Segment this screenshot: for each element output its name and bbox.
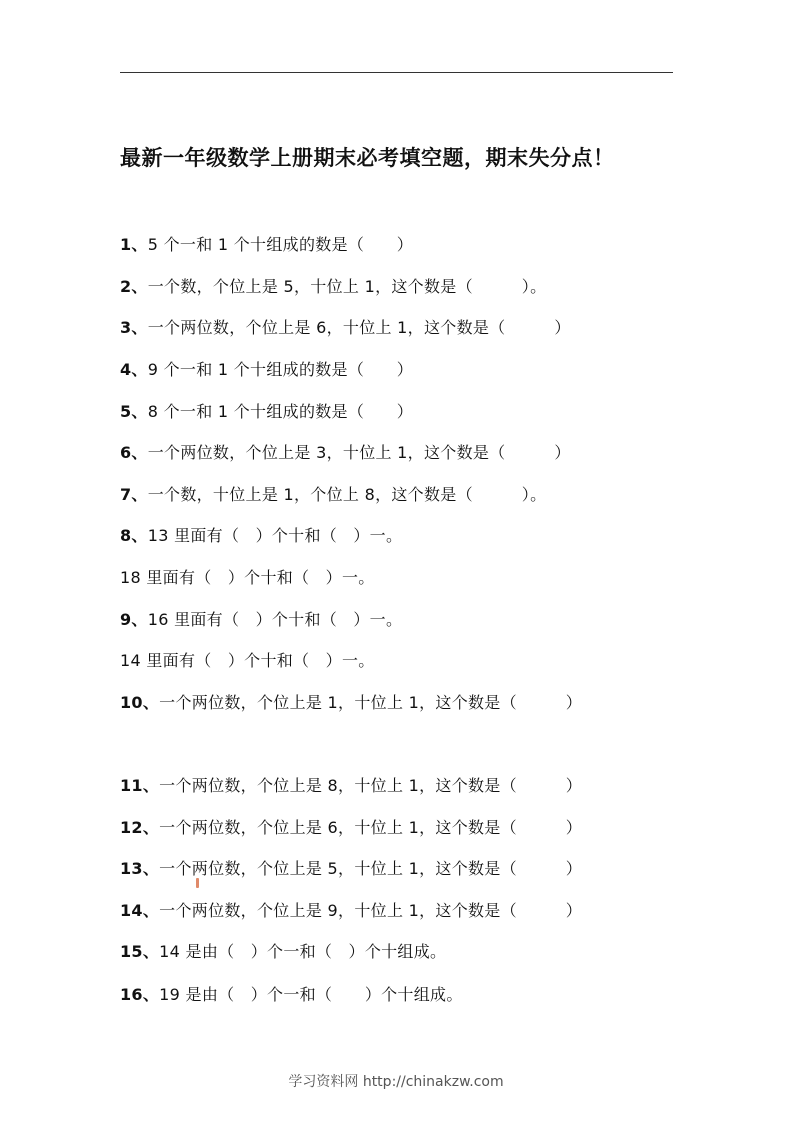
question-text: 一个两位数，个位上是 3，十位上 1，这个数是（ ）	[147, 443, 571, 462]
question-number: 1、	[120, 235, 148, 254]
question-number: 5、	[120, 402, 148, 421]
question-12	[120, 815, 582, 838]
question-text: 19 是由（ ）个一和（ ）个十组成。	[159, 985, 463, 1004]
question-9b	[120, 648, 375, 671]
question-number: 6、	[120, 443, 148, 462]
question-number: 11、	[120, 776, 160, 795]
question-8	[120, 523, 402, 546]
question-10	[120, 690, 582, 713]
question-text: 一个数，个位上是 5，十位上 1，这个数是（ ）。	[147, 277, 547, 296]
question-text: 一个两位数，个位上是 5，十位上 1，这个数是（ ）	[159, 859, 583, 878]
question-number: 7、	[120, 485, 148, 504]
question-number: 13、	[120, 859, 160, 878]
question-7	[120, 482, 546, 505]
question-5	[120, 399, 413, 422]
question-number: 9、	[120, 610, 148, 629]
stray-mark	[196, 878, 199, 888]
question-3	[120, 315, 571, 338]
question-number: 14、	[120, 901, 160, 920]
question-text: 一个两位数，个位上是 6，十位上 1，这个数是（ ）	[147, 318, 571, 337]
footer-watermark: 学习资料网 http://chinakzw.com	[288, 1074, 504, 1090]
question-text: 一个两位数，个位上是 1，十位上 1，这个数是（ ）	[159, 693, 583, 712]
question-text: 18 里面有（ ）个十和（ ）一。	[120, 568, 375, 587]
question-text: 一个数，十位上是 1，个位上 8，这个数是（ ）。	[147, 485, 547, 504]
question-text: 16 里面有（ ）个十和（ ）一。	[147, 610, 403, 629]
question-4	[120, 357, 413, 380]
question-number: 4、	[120, 360, 148, 379]
question-number: 15、	[120, 942, 160, 961]
question-text: 一个两位数，个位上是 6，十位上 1，这个数是（ ）	[159, 818, 583, 837]
page-title: 最新一年级数学上册期末必考填空题，期末失分点！	[120, 146, 615, 170]
question-16	[120, 982, 463, 1005]
question-number: 8、	[120, 526, 148, 545]
question-text: 一个两位数，个位上是 9，十位上 1，这个数是（ ）	[159, 901, 583, 920]
question-number: 10、	[120, 693, 160, 712]
question-number: 16、	[120, 985, 160, 1004]
question-number: 3、	[120, 318, 148, 337]
question-9	[120, 607, 402, 630]
question-1	[120, 232, 413, 255]
question-2	[120, 274, 546, 297]
question-text: 9 个一和 1 个十组成的数是（ ）	[147, 360, 414, 379]
question-11	[120, 773, 582, 796]
question-14	[120, 898, 582, 921]
question-15	[120, 939, 446, 962]
question-number: 2、	[120, 277, 148, 296]
question-text: 14 是由（ ）个一和（ ）个十组成。	[159, 942, 447, 961]
question-text: 13 里面有（ ）个十和（ ）一。	[147, 526, 403, 545]
question-text: 8 个一和 1 个十组成的数是（ ）	[147, 402, 414, 421]
question-number: 12、	[120, 818, 160, 837]
question-13	[120, 856, 582, 879]
question-8b	[120, 565, 375, 588]
question-text: 一个两位数，个位上是 8，十位上 1，这个数是（ ）	[159, 776, 583, 795]
header-rule	[120, 72, 673, 73]
question-text: 5 个一和 1 个十组成的数是（ ）	[147, 235, 414, 254]
question-6	[120, 440, 571, 463]
question-text: 14 里面有（ ）个十和（ ）一。	[120, 651, 375, 670]
